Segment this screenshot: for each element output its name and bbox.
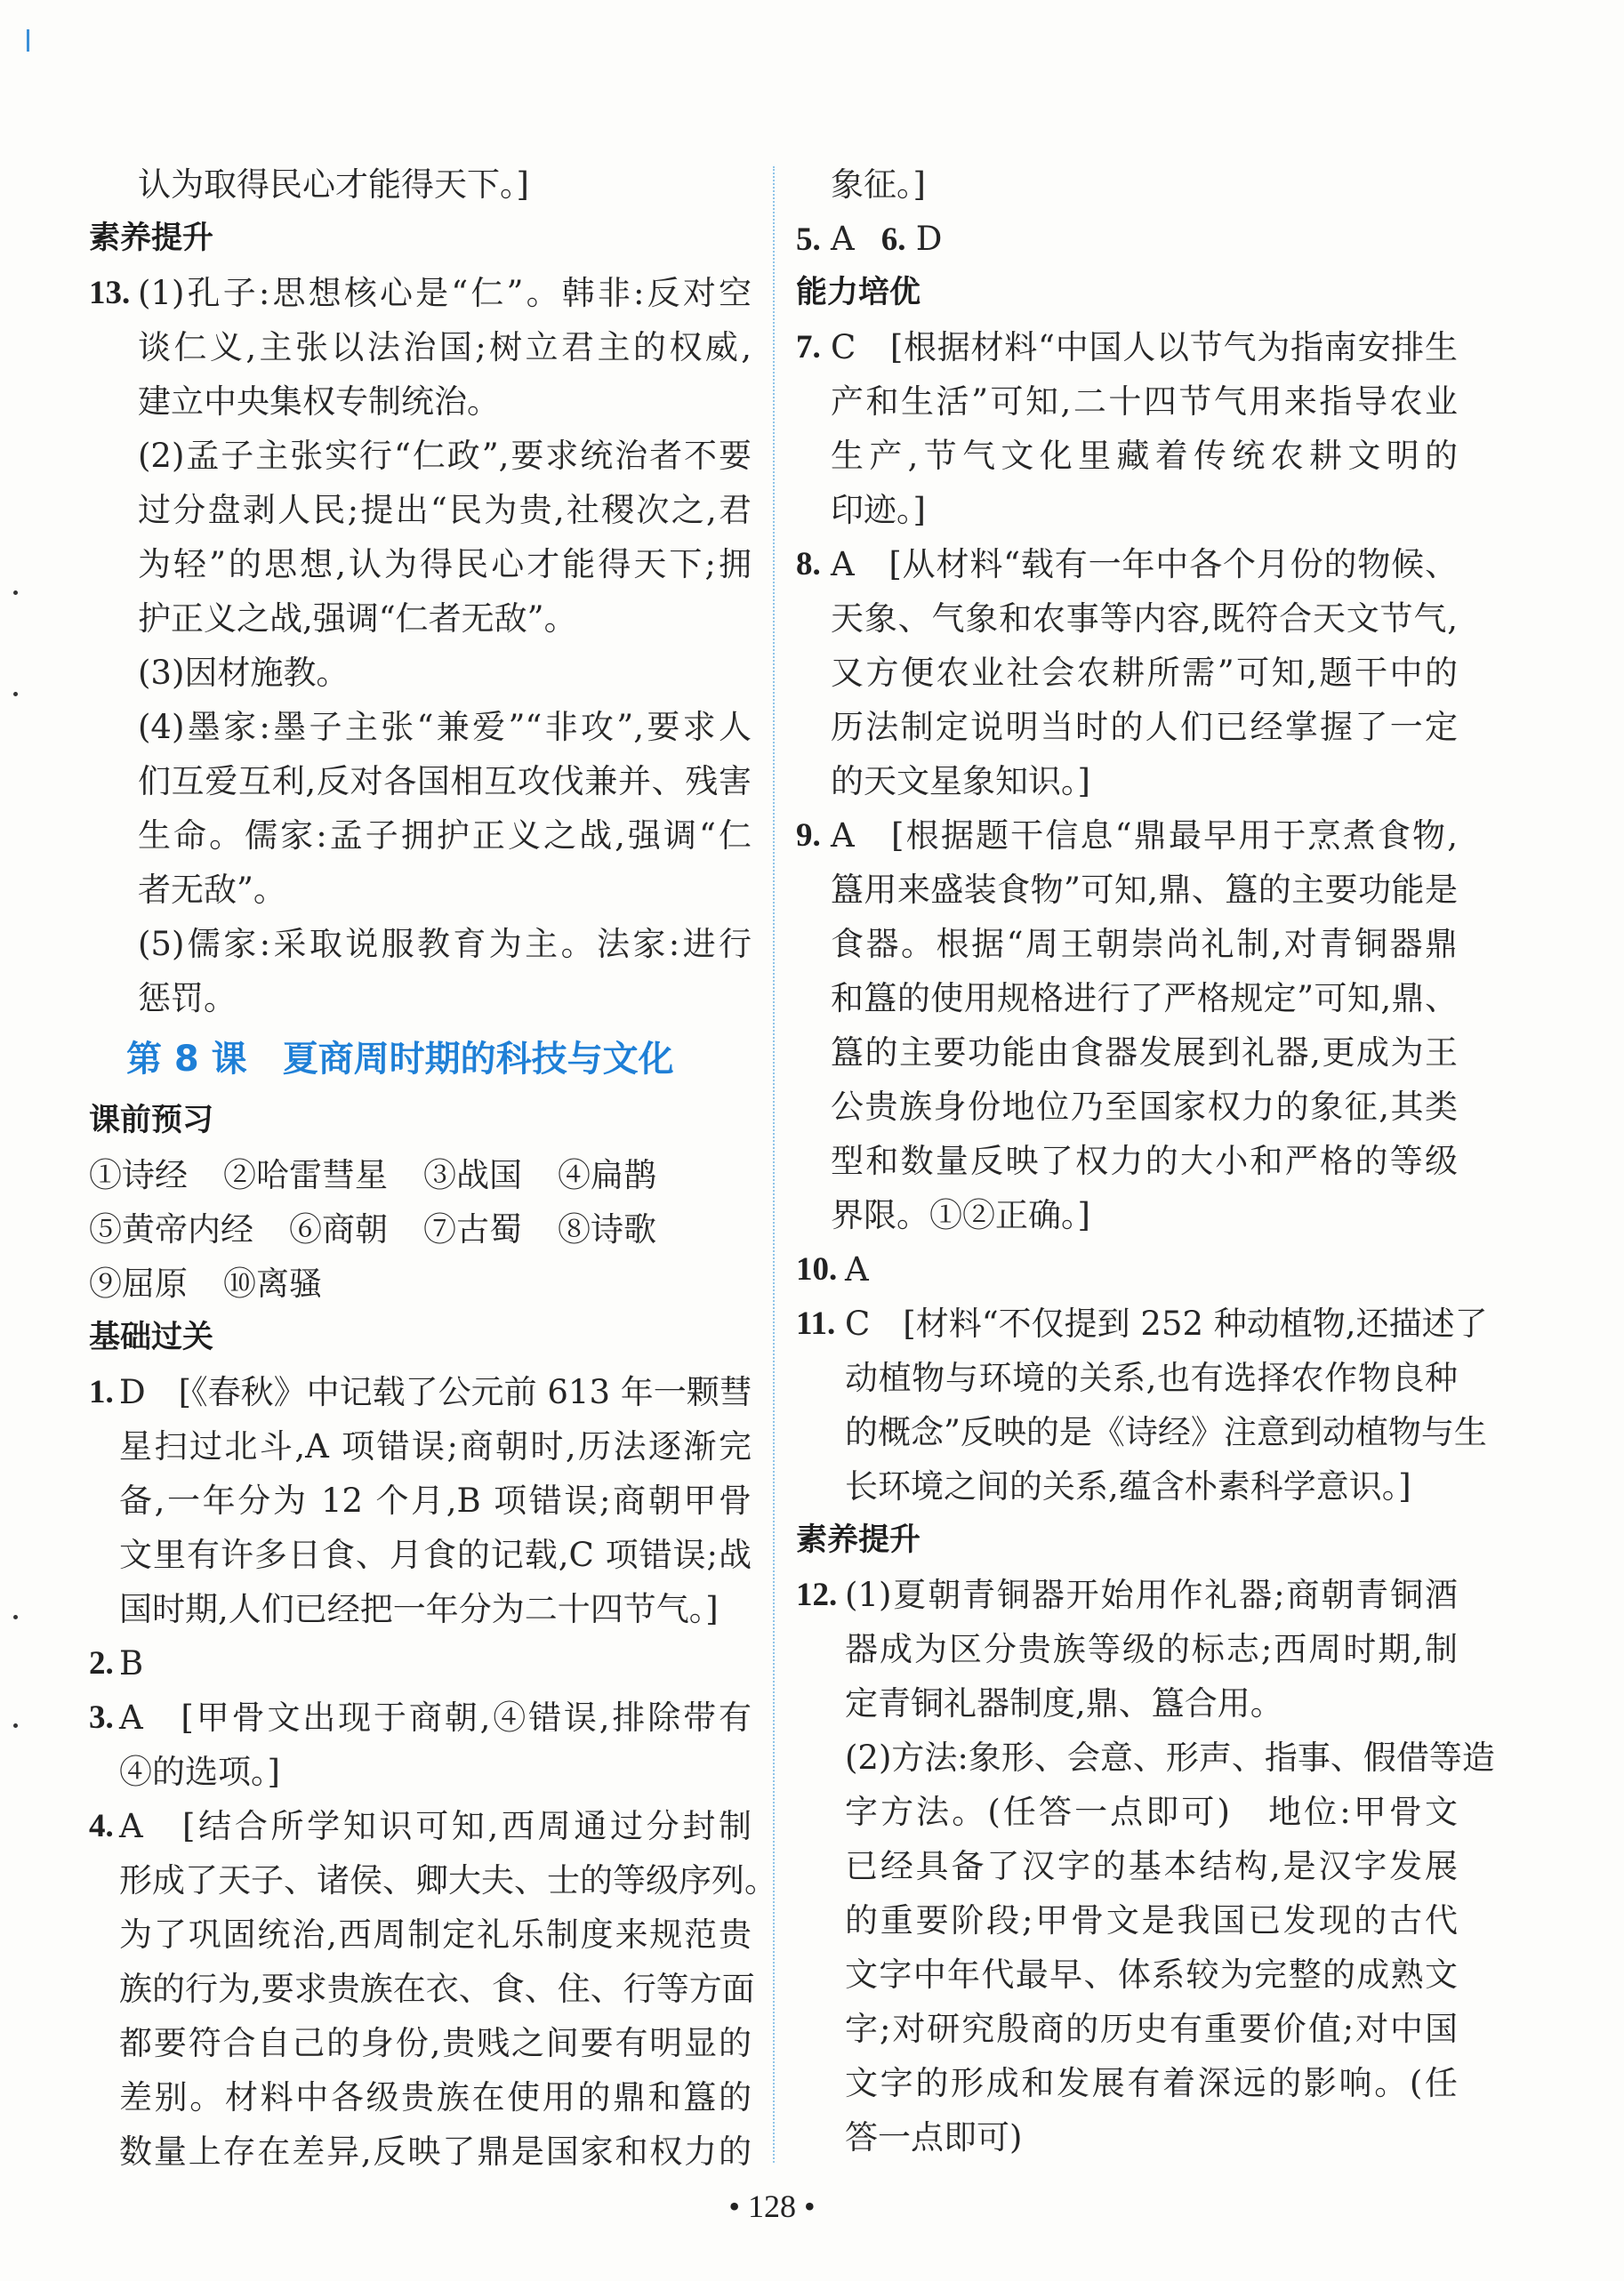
question-number: 1.: [89, 1374, 114, 1410]
text-line: 文里有许多日食、月食的记载,C 项错误;战: [119, 1536, 752, 1574]
line-text: (1)夏朝青铜器开始用作礼器;商朝青铜酒: [845, 1576, 1458, 1614]
text-line: 印迹。]: [831, 491, 926, 529]
question-number: 5.: [796, 221, 821, 258]
text-line: 和簋的使用规格进行了严格规定”可知,鼎、: [831, 979, 1458, 1017]
answer-text: D: [915, 220, 943, 258]
answer-item: ⑥商朝: [289, 1210, 388, 1249]
answer-item: [796, 808, 1458, 1242]
answer-item: [796, 320, 1458, 537]
text-line: 过分盘剥人民;提出“民为贵,社稷次之,君: [138, 491, 752, 529]
answer-item: [89, 1365, 752, 1636]
text-line: 型和数量反映了权力的大小和严格的等级: [831, 1142, 1458, 1180]
answer-text: A: [831, 220, 855, 258]
answer-paragraph: [796, 1731, 1495, 2165]
answer-item: ⑧诗歌: [558, 1210, 656, 1249]
text-line: [796, 1568, 1458, 1622]
answer-line: [796, 212, 1458, 266]
lesson-title: [89, 1025, 752, 1094]
section-heading: 素养提升: [796, 1522, 921, 1558]
line-text: A [结合所学知识可知,西周通过分封制: [119, 1807, 752, 1845]
margin-mark: [27, 29, 29, 52]
text-line: [89, 1799, 752, 1853]
text-line: 护正义之战,强调“仁者无敌”。: [138, 599, 577, 638]
text-line: 备,一年分为 12 个月,B 项错误;商朝甲骨: [119, 1482, 752, 1520]
text-line: 天象、气象和农事等内容,既符合天文节气,: [831, 599, 1458, 638]
margin-dot: [13, 692, 18, 696]
answer-item: ⑦古蜀: [423, 1210, 522, 1249]
question-number: 9.: [796, 817, 821, 854]
text-line: 都要符合自己的身份,贵贱之间要有明显的: [119, 2024, 752, 2062]
text-line: ④的选项。]: [119, 1753, 280, 1791]
text-line: 字方法。(任答一点即可) 地位:甲骨文: [845, 1793, 1458, 1831]
answer-paragraph: [89, 429, 752, 646]
text-line: [89, 1365, 752, 1419]
line-text: B: [119, 1644, 144, 1683]
text-line: 动植物与环境的关系,也有选择农作物良种: [845, 1359, 1458, 1397]
text-line: [796, 320, 1458, 374]
text-line: 差别。材料中各级贵族在使用的鼎和簋的: [119, 2078, 752, 2116]
answer-item: [796, 1242, 1458, 1297]
text-line: 文字中年代最早、体系较为完整的成熟文: [845, 1956, 1458, 1994]
text-line: 数量上存在差异,反映了鼎是国家和权力的: [119, 2132, 752, 2171]
text-line: 国时期,人们已经把一年分为二十四节气。]: [119, 1590, 719, 1628]
text-line: 器成为区分贵族等级的标志;西周时期,制: [845, 1630, 1458, 1668]
question-number: 13.: [89, 275, 131, 311]
question-number: 3.: [89, 1699, 114, 1736]
text-line: 定青铜礼器制度,鼎、簋合用。: [845, 1684, 1283, 1723]
margin-dot: [13, 1615, 18, 1619]
text-line: 界限。①②正确。]: [831, 1196, 1090, 1234]
text-line: 答一点即可): [845, 2118, 1023, 2157]
left-column: [89, 157, 777, 2179]
right-column: [796, 157, 1495, 2165]
text-line: 为了巩固统治,西周制定礼乐制度来规范贵: [119, 1916, 752, 1954]
text-line: (3)因材施教。: [138, 654, 350, 692]
answer-item: [796, 537, 1458, 808]
text-line: 生命。儒家:孟子拥护正义之战,强调“仁: [138, 816, 752, 855]
question-number: 12.: [796, 1577, 838, 1613]
question-number: 4.: [89, 1808, 114, 1844]
text-line: [796, 1242, 1458, 1297]
question-number: 7.: [796, 329, 821, 365]
text-line: [89, 1691, 752, 1745]
answer-item: [796, 1568, 1458, 1731]
text-line: 公贵族身份地位乃至国家权力的象征,其类: [831, 1088, 1458, 1126]
text-line: 族的行为,要求贵族在衣、食、住、行等方面: [119, 1970, 755, 2008]
answer-paragraph: [796, 157, 1458, 212]
question-number: 6.: [880, 221, 906, 258]
text-line: 们互爱互利,反对各国相互攻伐兼并、残害: [138, 762, 752, 800]
answer-paragraph: [89, 646, 752, 700]
text-line: 字;对研究殷商的历史有重要价值;对中国: [845, 2010, 1458, 2048]
text-line: [796, 1297, 1488, 1351]
text-line: [796, 808, 1458, 863]
answer-item: ③战国: [423, 1156, 522, 1194]
section-heading: 课前预习: [89, 1103, 214, 1138]
text-line: [89, 266, 752, 320]
margin-dot: [13, 590, 18, 595]
text-line: (2)孟子主张实行“仁政”,要求统治者不要: [138, 437, 752, 475]
answer-item: [89, 1636, 752, 1691]
text-line: 形成了天子、诸侯、卿大夫、士的等级序列。: [119, 1861, 777, 1899]
text-line: 谈仁义,主张以法治国;树立君主的权威,: [138, 328, 752, 366]
text-line: 为轻”的思想,认为得民心才能得天下;拥: [138, 545, 752, 583]
text-line: 的重要阶段;甲骨文是我国已发现的古代: [845, 1901, 1458, 1940]
line-text: A [从材料“载有一年中各个月份的物候、: [831, 545, 1458, 583]
text-line: 认为取得民心才能得天下。]: [138, 165, 529, 204]
section-heading: 基础过关: [89, 1320, 214, 1355]
text-line: 生产,节气文化里藏着传统农耕文明的: [831, 437, 1458, 475]
answer-item: ⑩离骚: [223, 1265, 322, 1303]
answer-item: [89, 266, 752, 429]
section-heading: 素养提升: [89, 221, 214, 256]
text-line: 建立中央集权专制统治。: [138, 382, 500, 421]
page-number: • 128 •: [728, 2189, 816, 2224]
text-line: 的天文星象知识。]: [831, 762, 1090, 800]
text-line: 簋用来盛装食物”可知,鼎、簋的主要功能是: [831, 871, 1458, 909]
text-line: 星扫过北斗,A 项错误;商朝时,历法逐渐完: [119, 1427, 752, 1466]
answer-paragraph: [89, 700, 752, 917]
line-text: D [《春秋》中记载了公元前 613 年一颗彗: [119, 1373, 752, 1411]
text-line: (2)方法:象形、会意、形声、指事、假借等造: [845, 1739, 1495, 1777]
text-line: 长环境之间的关系,蕴含朴素科学意识。]: [845, 1467, 1411, 1506]
text-line: 的概念”反映的是《诗经》注意到动植物与生: [845, 1413, 1487, 1451]
column-divider: [773, 166, 775, 2163]
text-line: 者无敌”。: [138, 871, 286, 909]
text-line: 又方便农业社会农耕所需”可知,题干中的: [831, 654, 1458, 692]
answer-item: ⑨屈原: [89, 1265, 188, 1303]
line-text: C [材料“不仅提到 252 种动植物,还描述了: [845, 1305, 1488, 1343]
text-line: 簋的主要功能由食器发展到礼器,更成为王: [831, 1033, 1458, 1072]
answer-paragraph: [89, 917, 752, 1025]
line-text: C [根据材料“中国人以节气为指南安排生: [831, 328, 1458, 366]
answer-item: [89, 1799, 777, 2179]
text-line: [89, 1636, 752, 1691]
answer-item: ⑤黄帝内经: [89, 1210, 253, 1249]
answer-row: [89, 1257, 752, 1311]
margin-dot: [13, 1723, 18, 1728]
text-line: (4)墨家:墨子主张“兼爱”“非攻”,要求人: [138, 708, 752, 746]
text-line: (5)儒家:采取说服教育为主。法家:进行: [138, 925, 752, 963]
text-line: 惩罚。: [138, 979, 237, 1017]
answer-paragraph: [89, 157, 752, 212]
text-line: 象征。]: [831, 165, 926, 204]
answer-row: [89, 1148, 752, 1202]
answer-item: ②哈雷彗星: [223, 1156, 388, 1194]
section-heading: 能力培优: [796, 275, 921, 310]
question-number: 2.: [89, 1645, 114, 1682]
answer-row: [89, 1202, 752, 1257]
text-line: 已经具备了汉字的基本结构,是汉字发展: [845, 1847, 1458, 1885]
answer-item: ④扁鹊: [558, 1156, 656, 1194]
question-number: 10.: [796, 1251, 838, 1288]
answer-item: [89, 1691, 752, 1799]
text-line: 食器。根据“周王朝崇尚礼制,对青铜器鼎: [831, 925, 1458, 963]
text-line: [796, 537, 1458, 591]
question-number: 11.: [796, 1305, 836, 1342]
text-line: 产和生活”可知,二十四节气用来指导农业: [831, 382, 1458, 421]
text-line: 历法制定说明当时的人们已经掌握了一定: [831, 708, 1458, 746]
lesson-name: 夏商周时期的科技与文化: [282, 1039, 674, 1080]
line-text: A: [845, 1250, 869, 1289]
answer-item: ①诗经: [89, 1156, 188, 1194]
lesson-number: 第 8 课: [126, 1039, 247, 1080]
text-line: 文字的形成和发展有着深远的影响。(任: [845, 2064, 1458, 2102]
question-number: 8.: [796, 546, 821, 582]
line-text: A [根据题干信息“鼎最早用于烹煮食物,: [831, 816, 1458, 855]
answer-item: [796, 1297, 1488, 1514]
line-text: A [甲骨文出现于商朝,④错误,排除带有: [119, 1699, 752, 1737]
line-text: (1)孔子:思想核心是“仁”。韩非:反对空: [138, 274, 752, 312]
preview-answers: [89, 1148, 752, 1311]
